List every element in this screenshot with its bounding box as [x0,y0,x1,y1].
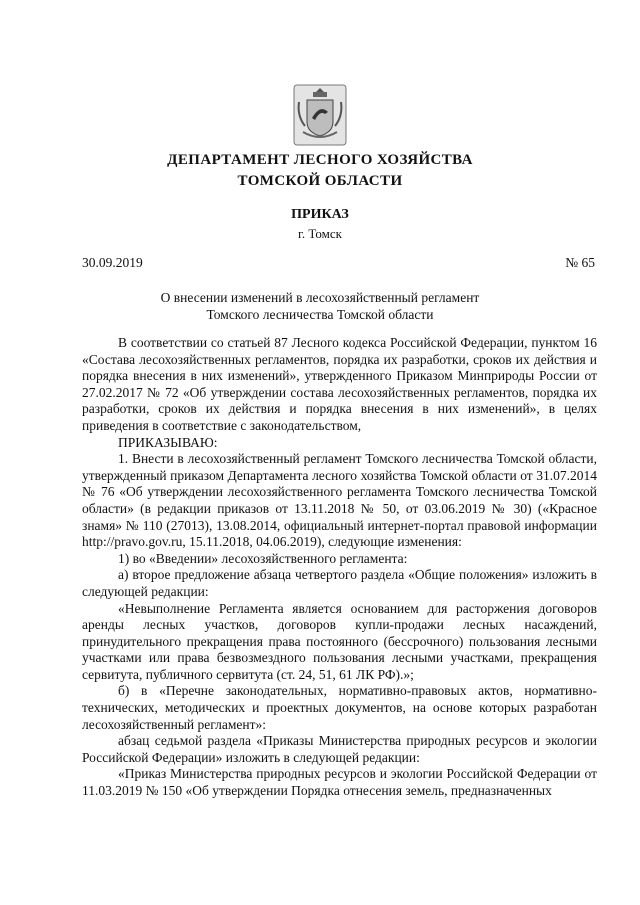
coat-of-arms-icon [293,84,347,146]
paragraph-order-keyword: ПРИКАЗЫВАЮ: [118,434,218,450]
document-number: № 65 [565,255,595,270]
document-subject [0,289,640,323]
paragraph-quote-2: «Приказ Министерства природных ресурсов и экологии Российской Федерации от 11.03.2019 № 150 «Об утверждении Порядка отнесения земель, предназначенных [82,766,597,799]
document-city: г. Томск [298,226,342,241]
paragraph-subitem-a: а) второе предложение абзаца четвертого раздела «Общие положения» изложить в следующей редакции: [82,567,597,599]
paragraph-item-1: 1. Внести в лесохозяйственный регламент Томского лесничества Томской области, утвержденный приказом Департамента лесного хозяйства Томской области от 31.07.2014 № 76 «Об утверждении лесохозяйственного регламента Томского лесничества Томской области» (в редакции приказов от 13.11.2018 № 50, от 03.06.2019 № 30) («Красное знамя» № 110 (27013), 13.08.2014, официальный интернет-портал правовой информации http://pravo.gov.ru, 15.11.2018, 04.06.2019), следующие изменения: [82,451,597,550]
subject-line1: О внесении изменений в лесохозяйственный регламент [160,290,480,305]
paragraph-preamble: В соответствии со статьей 87 Лесного кодекса Российской Федерации, пунктом 16 «Состава лесохозяйственных регламентов, порядка их разработки, сроков их действия и порядка внесения в них изменений», утвержденного Приказом Минприроды России от 27.02.2017 № 72 «Об утверждении состава лесохозяйственных регламентов, порядка их разработки, сроков их действия и порядка внесения в них изменений», в целях приведения в соответствие с законодательством, [82,335,597,433]
subject-line2: Томского лесничества Томской области [206,307,434,322]
paragraph-quote-1: «Невыполнение Регламента является основанием для расторжения договоров аренды лесных участков, договоров купли-продажи лесных насаждений, принудительного прекращения права постоянного (бессрочного) пользования лесными участками или права безвозмездного пользования лесными участками, прекращения сервитута, публичного сервитута (ст. 24, 51, 61 ЛК РФ).»; [82,600,597,682]
document-type: ПРИКАЗ [291,207,349,222]
paragraph-section-7: абзац седьмой раздела «Приказы Министерства природных ресурсов и экологии Российской Федерации» изложить в следующей редакции: [82,733,597,765]
paragraph-subitem-1: 1) во «Введении» лесохозяйственного регламента: [118,550,408,566]
department-name-line2: ТОМСКОЙ ОБЛАСТИ [237,173,403,189]
paragraph-subitem-b: б) в «Перечне законодательных, нормативно-правовых актов, нормативно-технических, методических и проектных документов, на основе которых разработан лесохозяйственный регламент»: [82,683,597,732]
document-body [82,335,597,800]
department-name-line1: ДЕПАРТАМЕНТ ЛЕСНОГО ХОЗЯЙСТВА [167,152,473,168]
document-date: 30.09.2019 [82,255,143,270]
